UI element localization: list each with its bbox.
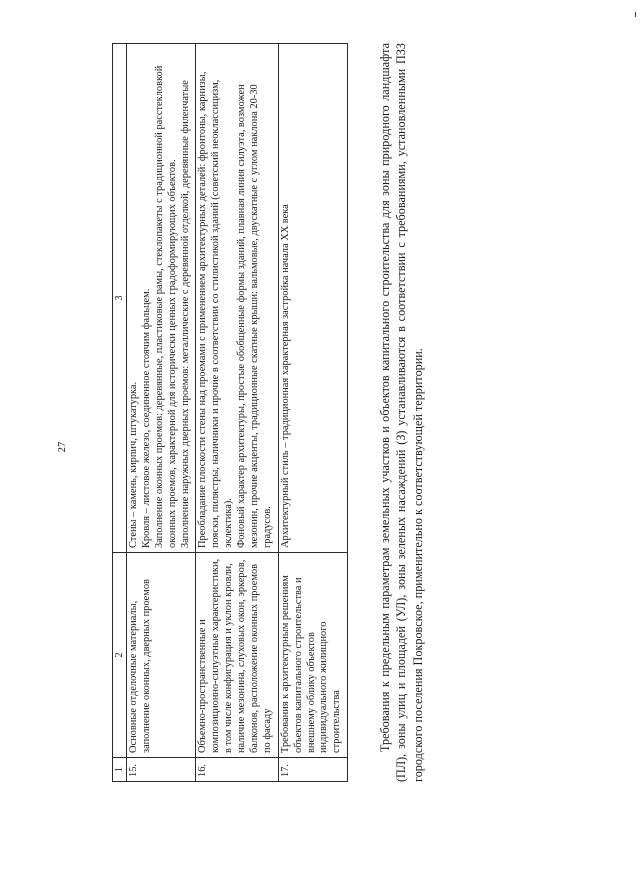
- requirement-line: Фоновый характер архитектуры, простые обобщенные формы зданий, плавная линия силуэта, возможен мезонин, прочие акценты, традиционные скатные крыши: вальмовые, двускатные с углом наклона 20-30 градусов.: [236, 84, 273, 548]
- parameter-name: Требования к архитектурным решениям объектов капитального строительства и внешнему облику объектов индивидуального жилищного строительства: [278, 553, 347, 758]
- table-row: [127, 44, 196, 782]
- requirement-line: Заполнение наружных дверных проемов: металлические с деревянной отделкой, деревянные филенчатые: [179, 80, 191, 548]
- requirements-table: [112, 43, 348, 782]
- table-header-row: [113, 44, 127, 782]
- scan-edge-mark: [635, 12, 636, 17]
- requirement-line: Стены – камень, кирпич, штукатурка.: [128, 381, 139, 548]
- requirement-line: Архитектурный стиль – традиционная характерная застройка начала XX века: [279, 204, 291, 548]
- requirement-cell: [127, 44, 196, 553]
- row-number: 17.: [278, 758, 347, 782]
- row-number: 16.: [196, 758, 278, 782]
- parameter-name: Основные отделочные материалы, заполнение оконных, дверных проемов: [127, 553, 196, 758]
- requirement-cell: [196, 44, 278, 553]
- table-row: [278, 44, 347, 782]
- requirement-line: Преобладание плоскости стены над проемами с применением архитектурных деталей: фронтоны, карнизы, пояски, пилястры, наличники и прочие в соответствии со стилистикой зданий (советский неоклассицизм, эклектика).: [197, 71, 235, 548]
- column-header: 1: [113, 758, 127, 782]
- requirement-line: Заполнение оконных проемов: деревянные, пластиковые рамы, стеклопакеты с традиционной расстекловкой оконных проемов, характерной для исторически ценных градоформирующих объектов.: [153, 65, 178, 548]
- page-number: 27: [56, 441, 68, 453]
- column-header: 2: [113, 553, 127, 758]
- row-number: 15.: [127, 758, 196, 782]
- parameter-name: Объемно-пространственные и композиционно-силуэтные характеристики, в том числе конфигурация и уклон кровли, наличие мезонина, слуховых окон, эркеров, балконов, расположение оконных проемов по фасаду: [196, 553, 278, 758]
- requirement-cell: [278, 44, 347, 553]
- requirement-line: Кровля – листовое железо, соединенное стоячим фальцем.: [140, 288, 152, 548]
- table-row: [196, 44, 278, 782]
- body-paragraph: Требования к предельным параметрам земельных участков и объектов капитального строительства для зоны природного ландшафта (ПЛ), зоны улиц и площадей (УЛ), зоны зеленых насаждений (З) устанавливаются в соответствии с требованиями, установленными ПЗЗ городского поселения Покровское, применительно к соответствующей территории.: [378, 43, 425, 782]
- column-header: 3: [113, 44, 127, 553]
